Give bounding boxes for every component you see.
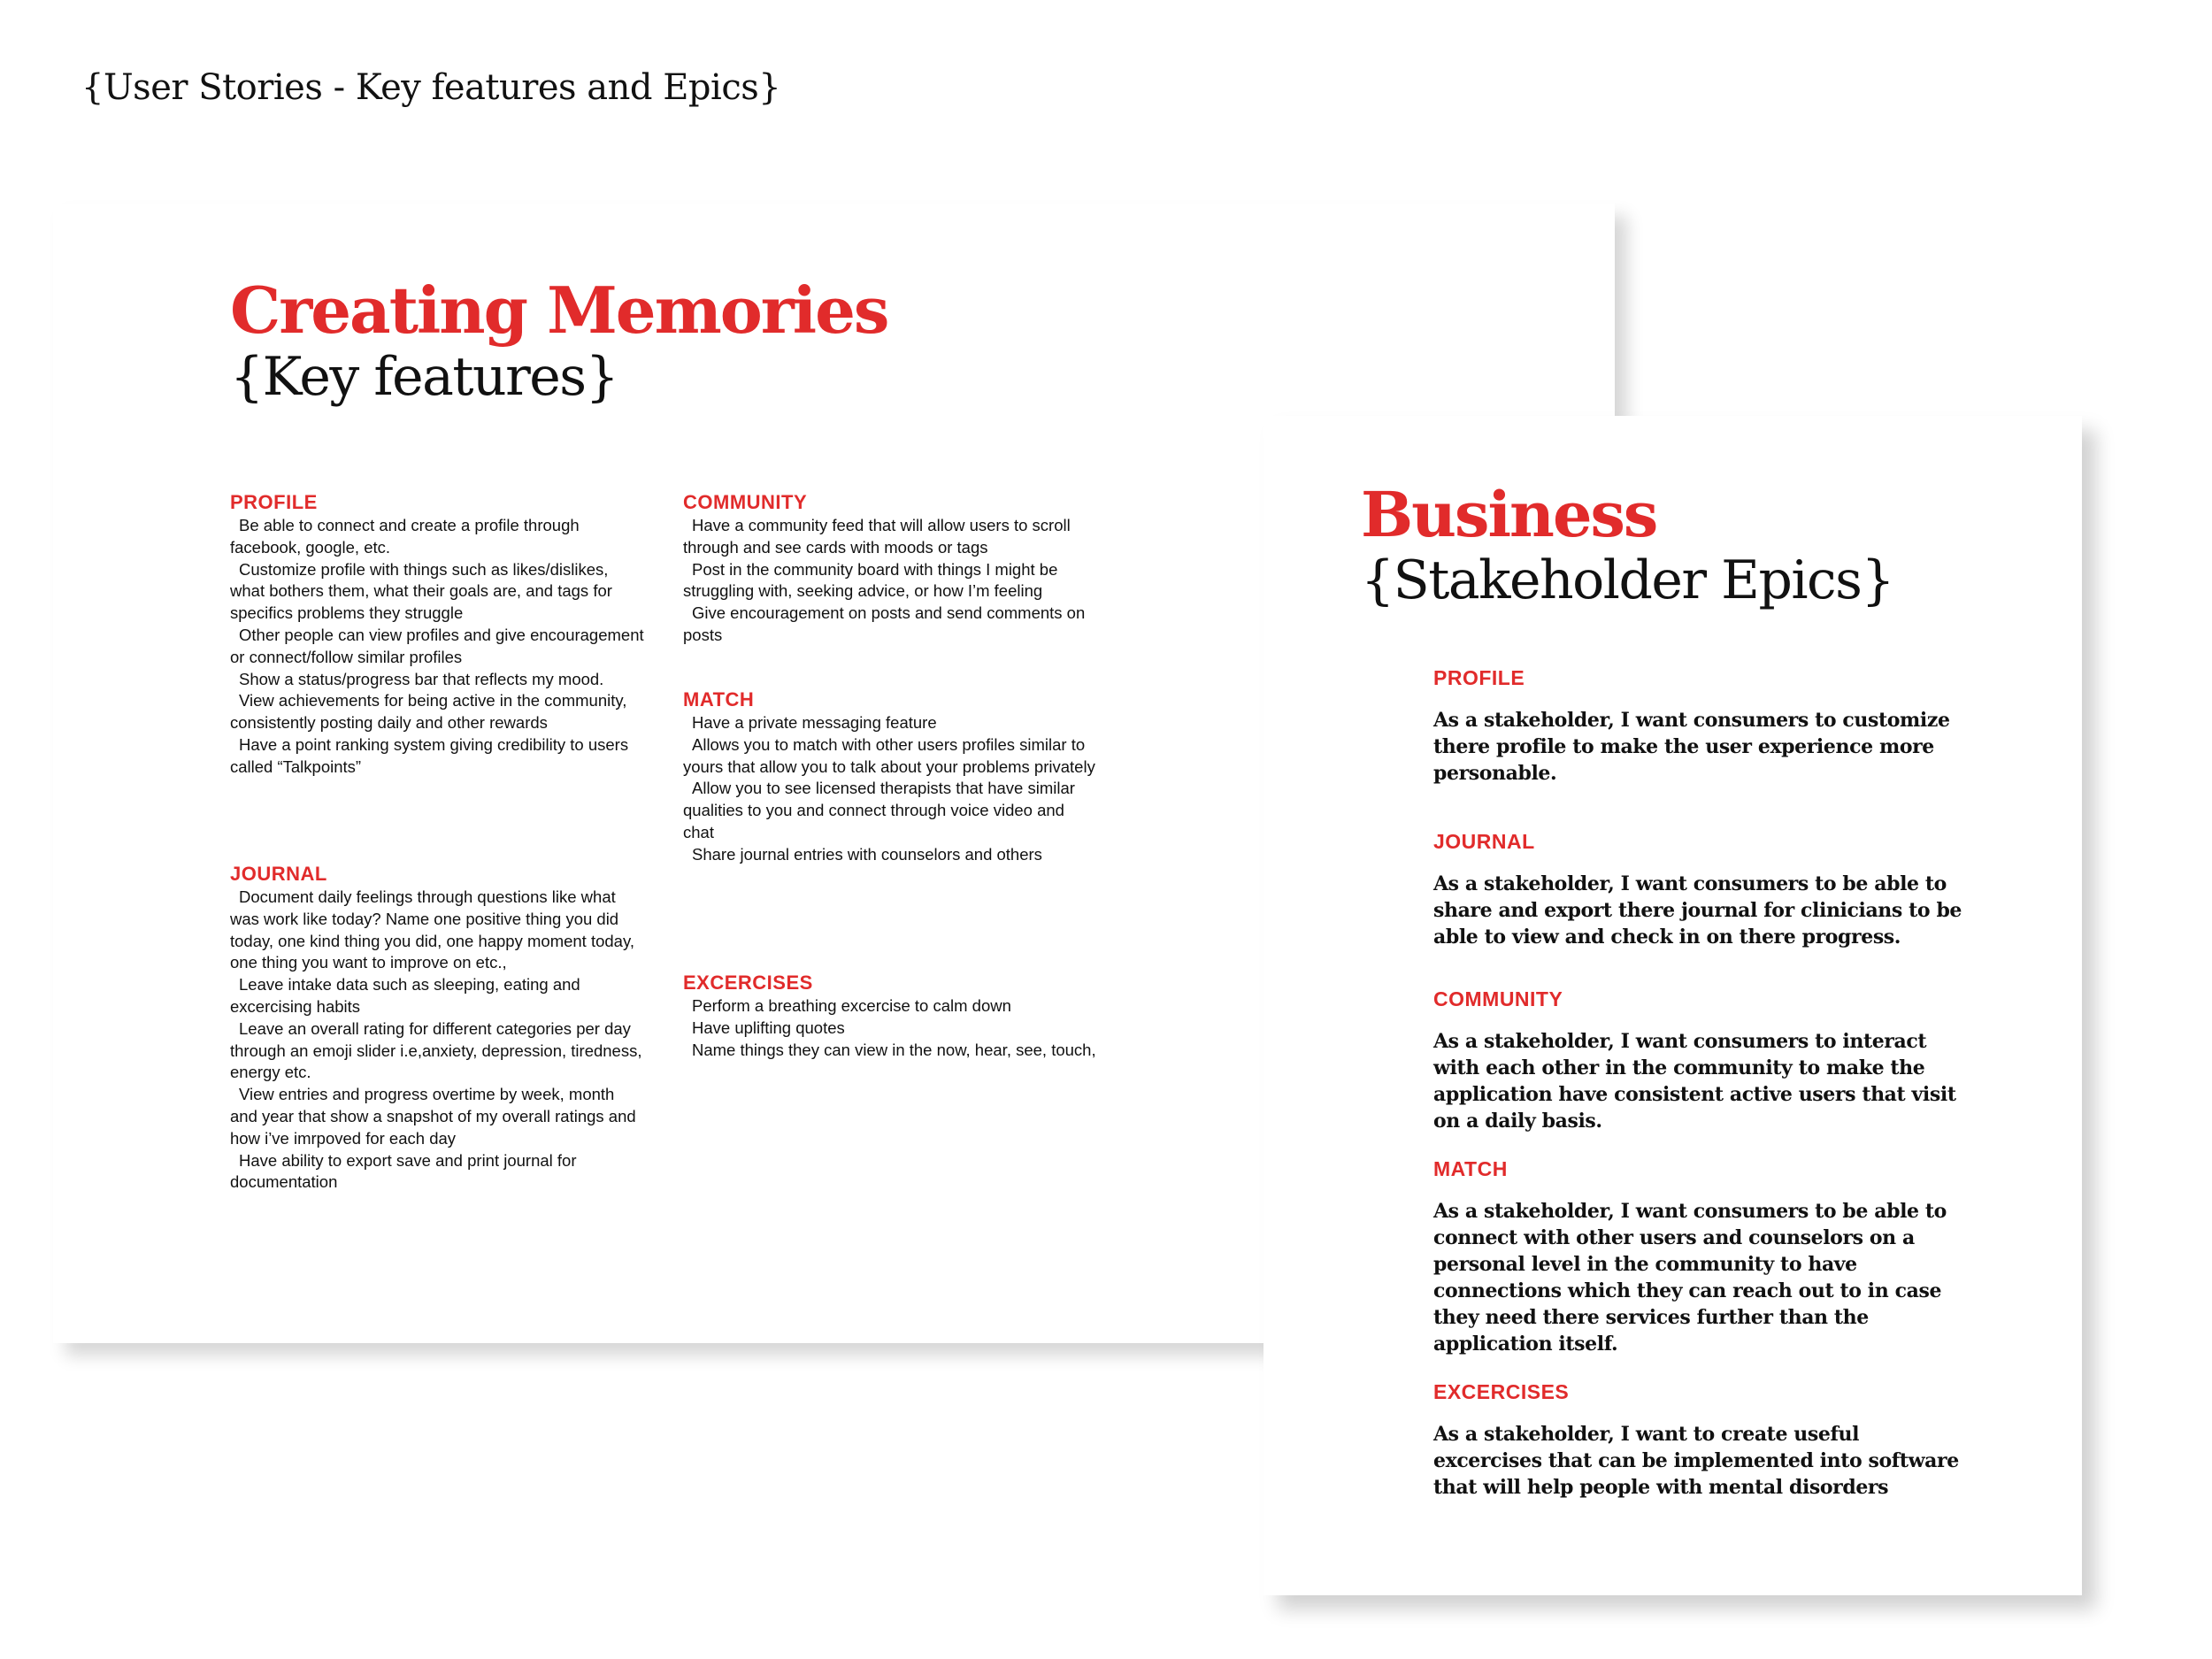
list-item: Have ability to export save and print journal for documentation <box>230 1150 577 1192</box>
excercises-features-label: EXCERCISES <box>683 972 813 994</box>
list-item: Allows you to match with other users profiles similar to yours that allow you to talk about your problems privately <box>683 734 1095 776</box>
key-features-subtitle: {Key features} <box>230 346 618 408</box>
journal-epic-section <box>1433 830 1964 950</box>
profile-epic-text: As a stakeholder, I want consumers to customize there profile to make the user experience more personable. <box>1433 709 1950 785</box>
list-item: Leave an overall rating for different categories per day through an emoji slider i.e,anxiety, depression, tiredness, energy etc. <box>230 1018 642 1082</box>
profile-features-label: PROFILE <box>230 491 318 513</box>
journal-features-section <box>230 863 646 1194</box>
excercises-features-list <box>683 995 1099 1061</box>
list-item: Have a community feed that will allow users to scroll through and see cards with moods or tags <box>683 516 1071 557</box>
match-features-list <box>683 712 1099 866</box>
list-item: Name things they can view in the now, hear, see, touch, <box>692 1040 1096 1059</box>
community-epic-text: As a stakeholder, I want consumers to interact with each other in the community to make the application have consistent active users that visit on a daily basis. <box>1433 1030 1956 1133</box>
list-item: View entries and progress overtime by week, month and year that show a snapshot of my overall ratings and how i’ve imrpoved for each day <box>230 1085 636 1148</box>
list-item: Document daily feelings through questions like what was work like today? Name one positive thing you did today, one kind thing you did, one happy moment today, one thing you want to improve on etc., <box>230 887 634 972</box>
profile-epic-section <box>1433 666 1964 787</box>
match-features-section <box>683 688 1099 866</box>
list-item: Post in the community board with things I might be struggling with, seeking advice, or how I’m feeling <box>683 559 1058 601</box>
community-features-section <box>683 491 1099 647</box>
list-item: Be able to connect and create a profile through facebook, google, etc. <box>230 516 580 557</box>
match-features-label: MATCH <box>683 688 755 710</box>
list-item: Have uplifting quotes <box>692 1018 845 1037</box>
list-item: Allow you to see licensed therapists that have similar qualities to you and connect through voice video and chat <box>683 779 1075 841</box>
community-epic-section <box>1433 987 1964 1134</box>
community-features-label: COMMUNITY <box>683 491 808 513</box>
list-item: Share journal entries with counselors and others <box>692 844 1042 864</box>
key-features-title: Creating Memories <box>230 273 888 348</box>
journal-epic-label: JOURNAL <box>1433 830 1535 853</box>
profile-epic-label: PROFILE <box>1433 666 1525 689</box>
list-item: Other people can view profiles and give encouragement or connect/follow similar profiles <box>230 625 644 666</box>
list-item: Customize profile with things such as likes/dislikes, what bothers them, what their goals are, and tags for specifics problems they struggle <box>230 559 612 623</box>
stakeholder-epics-card <box>1263 416 2082 1595</box>
excercises-epic-text: As a stakeholder, I want to create useful excercises that can be implemented into software that will help people with mental disorders <box>1433 1423 1959 1499</box>
community-features-list <box>683 515 1099 647</box>
match-epic-text: As a stakeholder, I want consumers to be able to connect with other users and counselors on a personal level in the community to have connections which they can reach out to in case they need there services further than the application itself. <box>1433 1200 1947 1356</box>
epics-subtitle: {Stakeholder Epics} <box>1361 549 1894 611</box>
journal-features-list <box>230 887 646 1194</box>
excercises-epic-section <box>1433 1380 1964 1501</box>
list-item: Give encouragement on posts and send comments on posts <box>683 603 1086 644</box>
community-epic-label: COMMUNITY <box>1433 987 1563 1010</box>
page-title: {User Stories - Key features and Epics} <box>81 67 781 108</box>
journal-features-label: JOURNAL <box>230 863 327 885</box>
list-item: Have a private messaging feature <box>692 713 937 732</box>
journal-epic-text: As a stakeholder, I want consumers to be able to share and export there journal for clinicians to be able to view and check in on there progress. <box>1433 872 1962 949</box>
profile-features-section <box>230 491 646 779</box>
match-epic-label: MATCH <box>1433 1157 1508 1180</box>
list-item: Perform a breathing excercise to calm down <box>692 996 1011 1015</box>
profile-features-list <box>230 515 646 779</box>
excercises-features-section <box>683 972 1099 1061</box>
epics-title: Business <box>1361 478 1657 551</box>
list-item: Leave intake data such as sleeping, eating and excercising habits <box>230 975 580 1016</box>
excercises-epic-label: EXCERCISES <box>1433 1380 1570 1403</box>
match-epic-section <box>1433 1157 1964 1357</box>
list-item: Show a status/progress bar that reflects my mood. <box>239 669 604 688</box>
list-item: Have a point ranking system giving credibility to users called “Talkpoints” <box>230 734 629 776</box>
list-item: View achievements for being active in the community, consistently posting daily and other rewards <box>230 691 627 733</box>
